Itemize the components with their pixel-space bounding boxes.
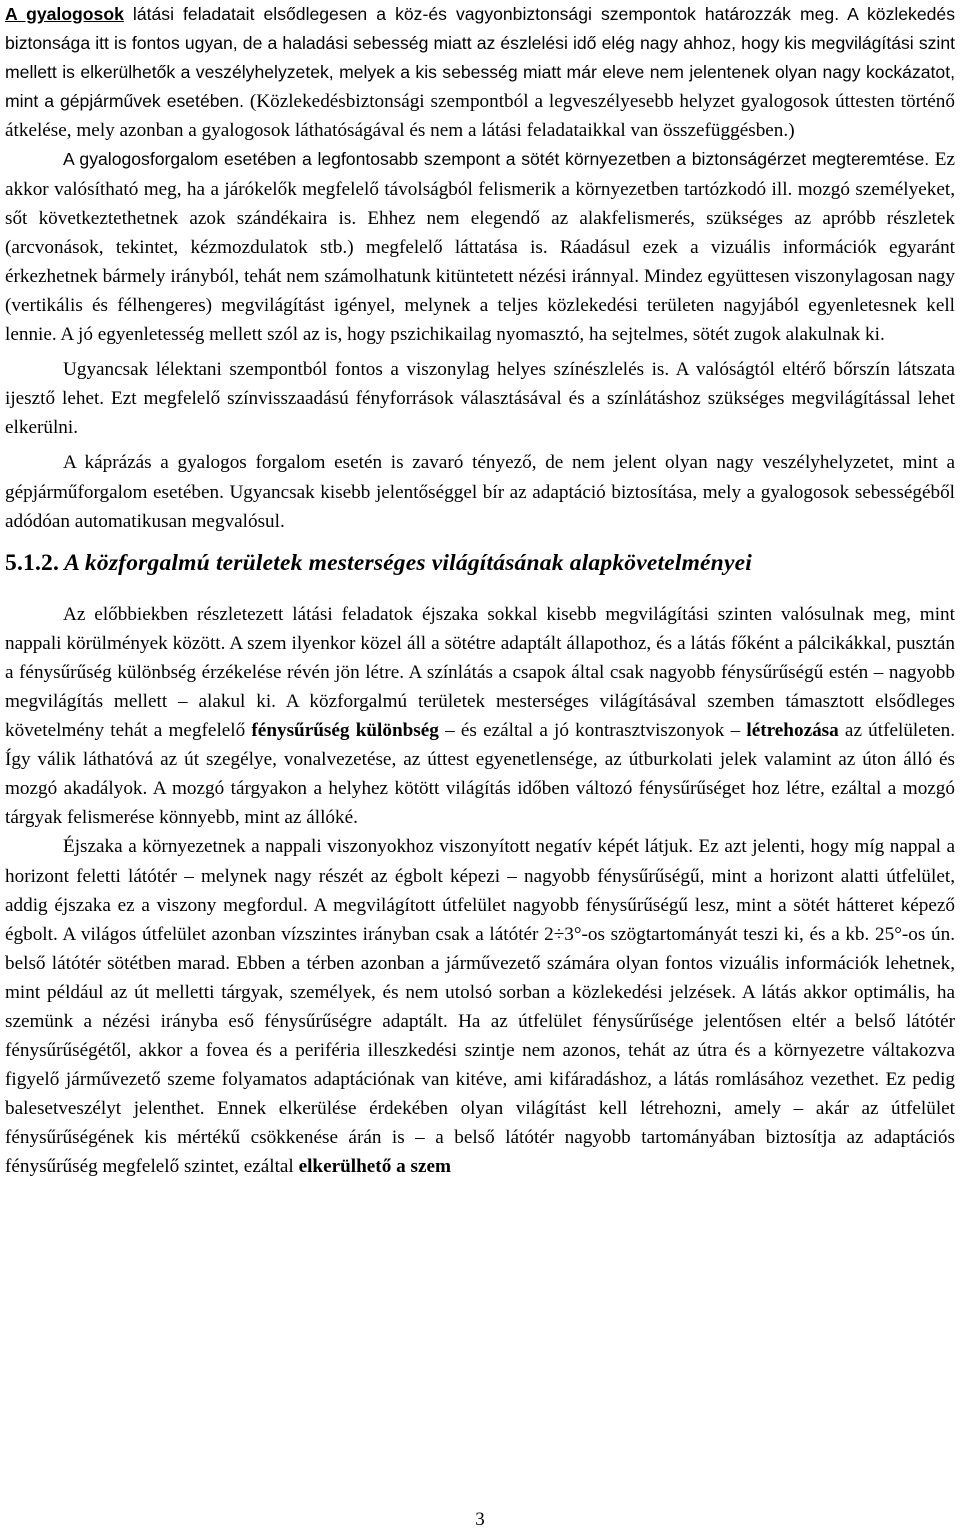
paragraph-pedestrian-traffic [5,145,955,349]
document-page [5,0,955,1182]
section-number: 5.1.2. [5,549,60,576]
paragraph-color-perception: Ugyancsak lélektani szempontból fontos a viszonylag helyes színészlelés is. A valóságtól eltérő bőrszín látszata ijesztő lehet. Ezt megfelelő színvisszaadású fényforrások választásával és a színlátáshoz szükséges megvilágítással lehet elkerülni. [5,359,955,439]
emphasis-avoidable: elkerülhető a szem [298,1156,451,1178]
section-title: A közforgalmú területek mesterséges világításának alapkövetelményei [59,549,752,576]
paragraph-night-vision [5,600,955,833]
paragraph-pedestrians [5,0,955,145]
section-heading [5,536,955,596]
paragraph-text: Éjszaka a környezetnek a nappali viszonyokhoz viszonyított negatív képét látjuk. Ez azt jelenti, hogy míg nappal a horizont feletti látótér – melynek nagy részét az égbolt képezi – nagyobb fénysűrűségű, mint a horizont alatti útfelület, addig éjszaka ez a viszony megfordul. A megvilágított útfelület nagyobb fénysűrűségű lesz, mint a sötét hátteret képező égbolt. A világos útfelület azonban vízszintes irányban csak a látótér 2÷3°-os szögtartományát teszi ki, és a kb. 25°-os ún. belső látótér sötétben marad. Ebben a térben azonban a járművezető számára olyan fontos vizuális információk lehetnek, mint például az út melletti tárgyak, személyek, és nem utolsó sorban a közlekedési jelzések. A látás akkor optimális, ha szemünk a nézési irányba eső fénysűrűségre adaptált. Ha az útfelület fénysűrűsége jelentősen eltér a belső látótér fénysűrűségétől, akkor a fovea és a periféria illeszkedési szintje nem azonos, tehát az útra és a környezetre váltakozva figyelő járművezető szeme folyamatos adaptációnak van kitéve, ami kifáradáshoz, a látás romlásához vezethet. Ez pedig balesetveszélyt jelenthet. Ennek elkerülése érdekében olyan világítást kell létrehozni, amely – akár az útfelület fénysűrűségének kis mértékű csökkenése árán is – a belső látótér nagyobb tartományában biztosítja az adaptációs fénysűrűség megfelelő szintet, ezáltal [5,836,955,1178]
term-pedestrians: A gyalogosok [5,4,124,24]
paragraph-text: Az előbbiekben részletezett látási feladatok éjszaka sokkal kisebb megvilágítási szinten valósulnak meg, mint nappali körülmények között. A szem ilyenkor közel áll a sötétre adaptált állapothoz, és a látás főként a pálcikákkal, pusztán a fénysűrűség különbség érzékelése révén jön létre. A színlátás a csapok által csak nagyobb fénysűrűségű estén – nagyobb megvilágítás mellett – alakul ki. A közforgalmú területek mesterséges világításával szemben támasztott elsődleges követelmény tehát a megfelelő [5,603,955,742]
paragraph-text: Ez akkor valósítható meg, ha a járókelők megfelelő távolságból felismerik a környezetben tartózkodó ill. mozgó személyeket, sőt következtethetnek azok szándékaira is. Ehhez nem elegendő az alakfelismerés, szükséges az apróbb részletek (arcvonások, tekintet, kézmozdulatok stb.) megfelelő láttatása is. Ráadásul ezek a vizuális információk egyaránt érkezhetnek bármely irányból, tehát nem számolhatunk kitüntetett nézési iránnyal. Mindez együttesen viszonylagosan nagy (vertikális és félhengeres) megvilágítást igényel, melynek a teljes közlekedési területen nagyjából egyenletesnek kell lennie. A jó egyenletesség mellett szól az is, hogy pszichikailag nyomasztó, ha sejtelmes, sötét zugok alakulnak ki. [5,149,955,346]
paragraph-text-sans: A gyalogosforgalom esetében a legfontosabb szempont a sötét környezetben a biztonságérzet megteremtése. [63,149,930,170]
paragraph-negative-image [5,832,955,1181]
page-number: 3 [475,1509,485,1530]
emphasis-luminance-difference: fénysűrűség különbség [251,720,439,742]
paragraph-text: látási feladatait elsődlegesen a köz-és vagyonbiztonsági szempontok határozzák meg. A közlekedés biztonsága itt is fontos ugyan, de a haladási sebesség miatt az észlelési idő elég nagy ahhoz, hogy kis megvilágítási szint mellett is elkerülhetők a veszélyhelyzetek, melyek a kis sebesség miatt már eleve nem jelentenek olyan nagy kockázatot, mint a gépjárművek esetében. [5,4,956,112]
paragraph-text-parenthetical: (Közlekedésbiztonsági szempontból a legveszélyesebb helyzet gyalogosok úttesten történő átkelése, mely azonban a gyalogosok láthatóságával és nem a látási feladataikkal van összefüggésben.) [5,91,955,142]
paragraph-text: – és ezáltal a jó kontrasztviszonyok – [438,720,747,742]
emphasis-creation: létrehozása [746,720,839,742]
paragraph-text: az útfelületen. Így válik láthatóvá az út szegélye, vonalvezetése, az úttest egyenetlensége, az útburkolati jelek valamint az úton álló és mozgó akadályok. A mozgó tárgyakon a helyhez kötött világítás időben változó fénysűrűséget hoz létre, ezáltal a mozgó tárgyak felismerése könnyebb, mint az állóké. [5,720,956,829]
paragraph-glare: A káprázás a gyalogos forgalom esetén is zavaró tényező, de nem jelent olyan nagy veszélyhelyzetet, mint a gépjárműforgalom esetében. Ugyancsak kisebb jelentőséggel bír az adaptáció biztosítása, mely a gyalogosok sebességéből adódóan automatikusan megvalósul. [5,452,955,532]
